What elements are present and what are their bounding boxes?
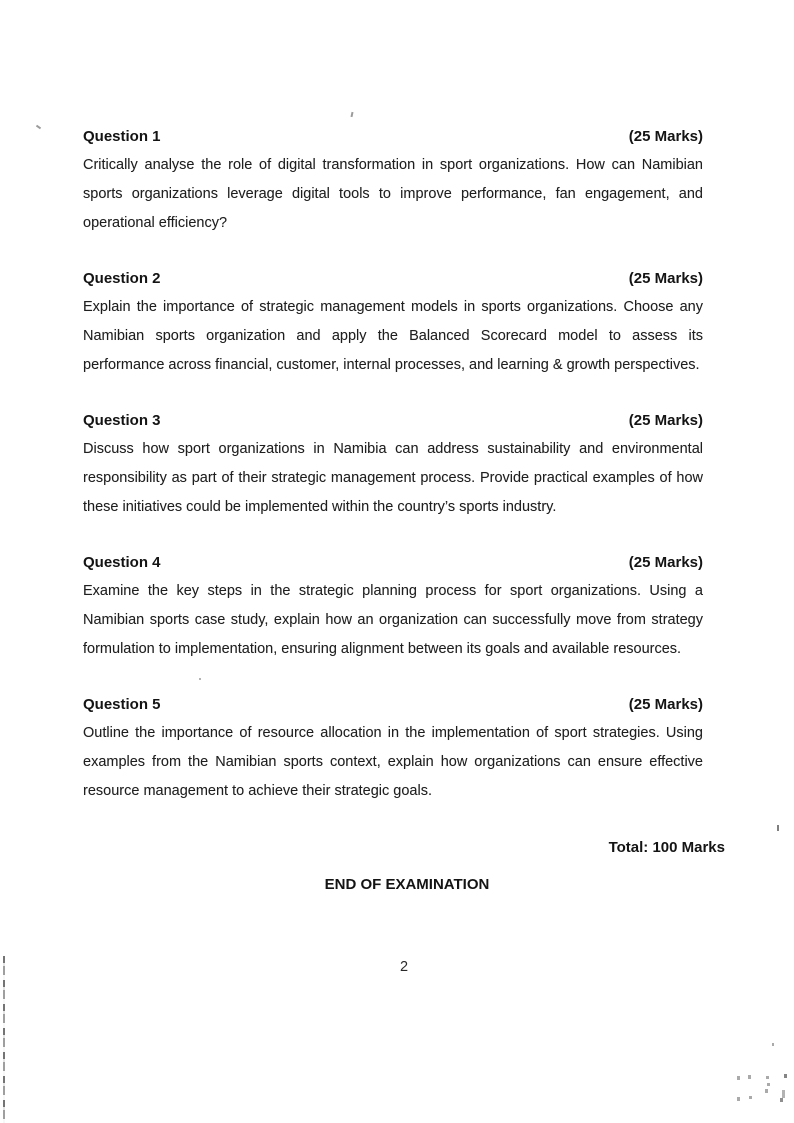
question-3-body: Discuss how sport organizations in Namibia can address sustainability and environmental responsibility as part of their strategic management process. Provide practical examples of how these initiatives could be implemented within the country’s sports industry.: [83, 441, 703, 515]
question-block-4: [83, 548, 703, 664]
question-block-1: [83, 122, 703, 238]
question-5-body: Outline the importance of resource allocation in the implementation of sport strategies. Using examples from the Namibian sports context, explain how organizations can ensure effective resource management to achieve their strategic goals.: [83, 725, 703, 799]
question-1-title: Question 1: [83, 128, 161, 145]
question-4-title: Question 4: [83, 554, 161, 571]
question-3-marks: (25 Marks): [628, 412, 703, 429]
question-block-2: [83, 264, 703, 380]
question-4-marks: (25 Marks): [628, 554, 703, 571]
question-2-title: Question 2: [83, 270, 161, 287]
question-2-marks: (25 Marks): [628, 270, 703, 287]
question-1-body: Critically analyse the role of digital transformation in sport organizations. How can Namibian sports organizations leverage digital tools to improve performance, fan engagement, and operational efficiency?: [83, 157, 703, 231]
question-4-body: Examine the key steps in the strategic planning process for sport organizations. Using a Namibian sports case study, explain how an organization can successfully move from strategy formulation to implementation, ensuring alignment between its goals and available resources.: [83, 583, 703, 657]
question-block-5: [83, 690, 703, 806]
question-3-header: [83, 406, 703, 435]
page-number: 2: [399, 959, 409, 975]
end-of-examination: END OF EXAMINATION: [324, 876, 490, 893]
question-3-title: Question 3: [83, 412, 161, 429]
question-5-header: [83, 690, 703, 719]
question-1-header: [83, 122, 703, 151]
question-1-marks: (25 Marks): [628, 128, 703, 145]
question-block-3: [83, 406, 703, 522]
question-5-title: Question 5: [83, 696, 161, 713]
question-5-marks: (25 Marks): [628, 696, 703, 713]
question-2-body: Explain the importance of strategic management models in sports organizations. Choose any Namibian sports organization and apply the Balanced Scorecard model to assess its performance across financial, customer, internal processes, and learning & growth perspectives.: [83, 299, 703, 373]
question-4-header: [83, 548, 703, 577]
total-marks: Total: 100 Marks: [608, 839, 725, 856]
question-2-header: [83, 264, 703, 293]
